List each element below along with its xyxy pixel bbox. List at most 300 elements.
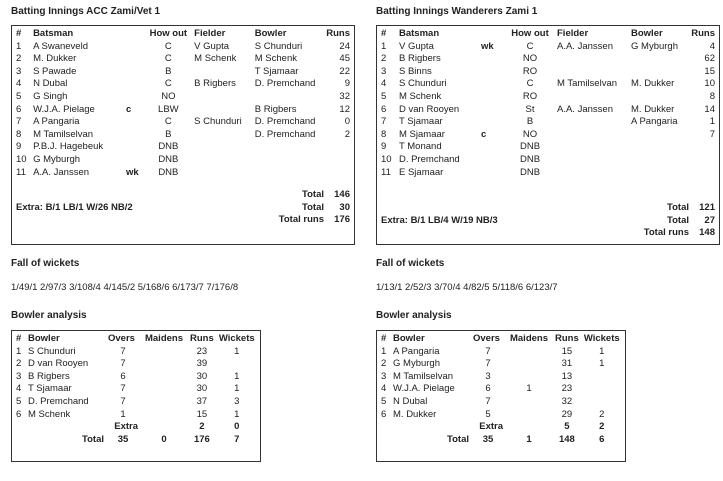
col-num-header: # bbox=[381, 28, 387, 39]
bowl-col-runs: Runs bbox=[190, 333, 214, 344]
bowler: A Pangaria bbox=[631, 116, 678, 128]
bowler bbox=[253, 91, 325, 104]
batsman-number: 11 bbox=[16, 166, 26, 178]
batsman-number: 6 bbox=[16, 103, 22, 115]
batsman-name: M Schenk bbox=[399, 90, 442, 102]
batsman-name: S Pawade bbox=[33, 65, 77, 77]
bowler-runs: 37 bbox=[196, 395, 208, 407]
batsman-role bbox=[124, 91, 145, 104]
how-out: RO bbox=[522, 65, 538, 77]
bowler-maidens bbox=[140, 396, 188, 409]
bowler-overs: 7 bbox=[485, 358, 491, 370]
batsman-role bbox=[479, 91, 505, 104]
bowler-maidens bbox=[505, 346, 553, 359]
total-value: 121 bbox=[699, 202, 715, 213]
batsman-name: E Sjamaar bbox=[399, 166, 444, 178]
total-runs-value: 176 bbox=[334, 214, 350, 226]
batsman-role: c bbox=[125, 103, 132, 115]
batsman-role bbox=[124, 129, 145, 142]
bowler-number: 5 bbox=[381, 395, 387, 407]
bowler-number: 6 bbox=[381, 408, 387, 420]
batsman-row bbox=[379, 78, 717, 91]
bowler-overs: 7 bbox=[120, 358, 126, 370]
batsman-row bbox=[379, 129, 717, 142]
fow-text: 1/13/1 2/52/3 3/70/4 4/82/5 5/118/6 6/123/7 bbox=[376, 282, 558, 293]
col-batsman-header: Batsman bbox=[399, 28, 440, 39]
runs: 22 bbox=[339, 65, 350, 77]
bowler-name: D van Rooyen bbox=[28, 358, 89, 370]
bowler-name: N Dubal bbox=[393, 395, 428, 407]
bowl-col-overs: Overs bbox=[108, 333, 135, 344]
fielder bbox=[192, 91, 253, 104]
extras-row bbox=[16, 202, 350, 215]
batsman-number: 9 bbox=[16, 141, 22, 153]
bowler bbox=[253, 154, 325, 167]
bowler: D. Premchand bbox=[254, 116, 316, 128]
bowler-analysis-title: Bowler analysis bbox=[376, 310, 452, 321]
how-out: DNB bbox=[158, 166, 179, 178]
batsman-name: A Swaneveld bbox=[33, 40, 88, 52]
bowler-number: 5 bbox=[16, 395, 22, 407]
fielder bbox=[555, 154, 629, 167]
batting-scorecard bbox=[376, 25, 720, 245]
fielder: M Schenk bbox=[194, 53, 237, 65]
batting-footer bbox=[16, 189, 350, 227]
fielder bbox=[555, 53, 629, 66]
batsman-name: B Rigbers bbox=[399, 53, 441, 65]
total-runs-row bbox=[16, 214, 350, 227]
fielder bbox=[192, 141, 253, 154]
bowl-total-maidens: 1 bbox=[526, 433, 532, 445]
total-runs-row bbox=[381, 227, 715, 240]
bowler-name: W.J.A. Pielage bbox=[393, 383, 455, 395]
runs: 32 bbox=[339, 90, 350, 102]
batsman-row bbox=[379, 141, 717, 154]
how-out: C bbox=[164, 116, 172, 128]
col-bowler-header: Bowler bbox=[254, 28, 287, 39]
col-fielder-header: Fielder bbox=[194, 28, 226, 39]
fielder bbox=[192, 167, 253, 180]
bowler-row bbox=[14, 358, 258, 371]
bowler-overs: 1 bbox=[120, 408, 126, 420]
bowler-runs: 23 bbox=[196, 345, 208, 357]
batsman-number: 5 bbox=[16, 90, 22, 102]
batsman-name: V Gupta bbox=[399, 40, 434, 52]
batsman-name: G Singh bbox=[33, 90, 68, 102]
bowler-wickets: 3 bbox=[234, 395, 240, 407]
bowler-table bbox=[379, 333, 623, 446]
bowl-extra-row bbox=[379, 421, 623, 434]
bowler-wickets bbox=[581, 383, 623, 396]
how-out: C bbox=[526, 40, 534, 52]
fielder: V Gupta bbox=[194, 40, 230, 52]
batting-table bbox=[379, 28, 717, 179]
batting-table bbox=[14, 28, 352, 179]
bowler bbox=[629, 66, 689, 79]
bowler-name: S Chunduri bbox=[28, 345, 76, 357]
how-out: B bbox=[526, 116, 534, 128]
bowler-runs: 39 bbox=[196, 358, 208, 370]
bowler bbox=[629, 129, 689, 142]
bowler-runs: 31 bbox=[561, 358, 573, 370]
total-label: Total bbox=[302, 189, 324, 200]
how-out: C bbox=[164, 40, 172, 52]
bowler-number: 6 bbox=[16, 408, 22, 420]
how-out: B bbox=[165, 128, 172, 140]
how-out: NO bbox=[161, 90, 176, 102]
how-out: DNB bbox=[158, 141, 179, 153]
innings-title: Batting Innings ACC Zami/Vet 1 bbox=[11, 6, 161, 17]
fielder bbox=[192, 66, 253, 79]
batsman-role bbox=[124, 154, 145, 167]
bowler-table bbox=[14, 333, 258, 446]
runs: 10 bbox=[704, 78, 715, 90]
batsman-number: 11 bbox=[381, 166, 391, 178]
extras-total-value: 27 bbox=[704, 214, 715, 226]
bowler-wickets bbox=[581, 371, 623, 384]
bowler-header-row bbox=[14, 333, 258, 346]
how-out: St bbox=[525, 103, 535, 115]
bowl-extra-label: Extra bbox=[479, 421, 503, 433]
col-batsman-header: Batsman bbox=[33, 28, 74, 39]
batsman-role bbox=[479, 141, 505, 154]
bowler-analysis-box bbox=[11, 330, 261, 462]
bowler: S Chunduri bbox=[254, 40, 303, 52]
extras-breakdown: Extra: B/1 LB/4 W/19 NB/3 bbox=[381, 214, 498, 226]
bowl-extra-wickets: 0 bbox=[234, 421, 240, 433]
col-num-header: # bbox=[16, 28, 22, 39]
bowl-col-maidens: Maidens bbox=[509, 333, 548, 344]
fielder bbox=[192, 154, 253, 167]
fielder: A.A. Janssen bbox=[557, 40, 613, 52]
bowl-extra-wickets: 2 bbox=[599, 421, 605, 433]
batsman-number: 1 bbox=[381, 40, 387, 52]
batsman-row bbox=[379, 116, 717, 129]
batsman-role: wk bbox=[481, 40, 494, 52]
batsman-name: D. Premchand bbox=[399, 153, 460, 165]
runs bbox=[324, 154, 352, 167]
batsman-role bbox=[124, 78, 145, 91]
batsman-name: N Dubal bbox=[33, 78, 68, 90]
fielder bbox=[555, 116, 629, 129]
bowl-total-wickets: 6 bbox=[599, 433, 605, 445]
bowl-col-num: # bbox=[381, 333, 387, 344]
runs: 62 bbox=[704, 53, 715, 65]
bowler: M. Dukker bbox=[631, 78, 675, 90]
how-out: NO bbox=[522, 53, 538, 65]
bowler-wickets: 1 bbox=[234, 408, 240, 420]
runs bbox=[689, 154, 717, 167]
batsman-row bbox=[379, 41, 717, 54]
runs: 0 bbox=[344, 116, 350, 128]
runs: 24 bbox=[339, 40, 350, 52]
bowler-runs: 15 bbox=[196, 408, 208, 420]
bowler-row bbox=[379, 371, 623, 384]
bowler-overs: 7 bbox=[485, 395, 491, 407]
bowler-name: M Schenk bbox=[28, 408, 71, 420]
runs: 4 bbox=[709, 40, 715, 52]
batsman-row bbox=[14, 167, 352, 180]
fow-title: Fall of wickets bbox=[376, 258, 445, 269]
bowler-analysis-title: Bowler analysis bbox=[11, 310, 87, 321]
bowl-total-runs: 148 bbox=[558, 433, 575, 445]
runs: 1 bbox=[709, 116, 715, 128]
batsman-name: A Pangaria bbox=[33, 116, 80, 128]
how-out: DNB bbox=[519, 166, 541, 178]
col-role-header bbox=[479, 28, 505, 41]
bowler: G Myburgh bbox=[631, 40, 678, 52]
bowler-analysis-box bbox=[376, 330, 626, 462]
bowler: M. Dukker bbox=[631, 103, 675, 115]
bowler-name: M. Dukker bbox=[393, 408, 437, 420]
batsman-row bbox=[14, 154, 352, 167]
batsman-role bbox=[124, 66, 145, 79]
runs: 7 bbox=[709, 128, 715, 140]
bowler-maidens bbox=[140, 383, 188, 396]
bowler-name: G Myburgh bbox=[393, 358, 440, 370]
batsman-role bbox=[124, 141, 145, 154]
bowler-overs: 6 bbox=[485, 383, 491, 395]
bowler-maidens bbox=[140, 371, 188, 384]
fielder: B Rigbers bbox=[194, 78, 236, 90]
fow-text: 1/49/1 2/97/3 3/108/4 4/145/2 5/168/6 6/173/7 7/176/8 bbox=[11, 282, 239, 293]
batsman-number: 9 bbox=[381, 141, 387, 153]
bowler-wickets: 1 bbox=[599, 358, 605, 370]
extras-total-label: Total bbox=[302, 201, 324, 213]
bowler-maidens bbox=[140, 346, 188, 359]
batsman-name: A.A. Janssen bbox=[33, 166, 90, 178]
batsman-role bbox=[124, 116, 145, 129]
bowl-total-label: Total bbox=[447, 433, 469, 445]
bowler-rows bbox=[379, 346, 623, 422]
bowl-total-label: Total bbox=[82, 433, 104, 445]
bowler-number: 1 bbox=[16, 345, 22, 357]
batsman-role bbox=[479, 104, 505, 117]
col-howout-header: How out bbox=[511, 28, 549, 39]
bowl-col-runs: Runs bbox=[555, 333, 579, 344]
batsman-row bbox=[379, 104, 717, 117]
bowl-col-wickets: Wickets bbox=[218, 333, 255, 344]
batsman-name: G Myburgh bbox=[33, 153, 81, 165]
bowler-overs: 3 bbox=[485, 370, 491, 382]
bowler: D. Premchand bbox=[254, 128, 316, 140]
bowl-col-num: # bbox=[16, 333, 22, 344]
bowler-maidens bbox=[505, 409, 553, 422]
col-fielder-header: Fielder bbox=[557, 28, 589, 39]
batting-footer bbox=[381, 202, 715, 240]
batsman-role bbox=[479, 116, 505, 129]
bowl-extra-label: Extra bbox=[114, 421, 138, 433]
fielder bbox=[555, 129, 629, 142]
batsman-name: M Sjamaar bbox=[399, 128, 445, 140]
extras-total-value: 30 bbox=[339, 201, 350, 213]
bowler-number: 4 bbox=[16, 383, 22, 395]
bowler-overs: 7 bbox=[120, 395, 126, 407]
bowler-wickets: 1 bbox=[234, 345, 240, 357]
runs: 45 bbox=[339, 53, 350, 65]
batsman-row bbox=[14, 78, 352, 91]
bowler-maidens bbox=[505, 396, 553, 409]
bowler-wickets: 1 bbox=[234, 383, 240, 395]
bowler-name: T Sjamaar bbox=[28, 383, 72, 395]
batsman-row bbox=[14, 41, 352, 54]
batsman-role bbox=[479, 53, 505, 66]
how-out: RO bbox=[522, 90, 538, 102]
batsman-number: 4 bbox=[16, 78, 22, 90]
batsman-row bbox=[379, 154, 717, 167]
bowler-wickets: 2 bbox=[599, 408, 605, 420]
bowler-maidens bbox=[140, 409, 188, 422]
bowler-row bbox=[14, 383, 258, 396]
fielder bbox=[555, 66, 629, 79]
bowler-maidens bbox=[505, 371, 553, 384]
fielder bbox=[192, 129, 253, 142]
bowler-number: 3 bbox=[381, 370, 387, 382]
col-runs-header: Runs bbox=[691, 28, 715, 39]
col-howout-header: How out bbox=[149, 28, 188, 39]
runs bbox=[324, 141, 352, 154]
how-out: NO bbox=[522, 128, 538, 140]
total-value: 146 bbox=[334, 189, 350, 200]
bowler-row bbox=[379, 396, 623, 409]
bowler bbox=[253, 141, 325, 154]
bowl-extra-runs: 2 bbox=[199, 421, 205, 433]
bowler-maidens bbox=[140, 358, 188, 371]
fielder: M Tamilselvan bbox=[557, 78, 618, 90]
runs bbox=[324, 167, 352, 180]
bowl-extra-runs: 5 bbox=[564, 421, 570, 433]
bowler-name: A Pangaria bbox=[393, 345, 440, 357]
batsman-name: D van Rooyen bbox=[399, 103, 460, 115]
bowler-row bbox=[379, 383, 623, 396]
batting-header-row bbox=[379, 28, 717, 41]
batsman-number: 3 bbox=[16, 65, 22, 77]
runs: 8 bbox=[709, 90, 715, 102]
total-runs-value: 148 bbox=[699, 227, 715, 239]
bowl-total-maidens: 0 bbox=[161, 433, 167, 445]
bowler-number: 1 bbox=[381, 345, 387, 357]
batsman-name: W.J.A. Pielage bbox=[33, 103, 95, 115]
bowl-col-bowler: Bowler bbox=[28, 333, 60, 344]
bowler-overs: 7 bbox=[485, 345, 491, 357]
batsman-number: 7 bbox=[381, 116, 387, 128]
batsman-name: M. Dukker bbox=[33, 53, 77, 65]
bowler: D. Premchand bbox=[254, 78, 316, 90]
bowl-total-runs: 176 bbox=[193, 433, 210, 445]
batsman-number: 2 bbox=[16, 53, 22, 65]
bowler-runs: 15 bbox=[561, 345, 573, 357]
bowler-wickets: 1 bbox=[599, 345, 605, 357]
col-role-header bbox=[124, 28, 145, 41]
batsman-role bbox=[479, 66, 505, 79]
bowler-row bbox=[14, 346, 258, 359]
bowler-name: M Tamilselvan bbox=[393, 370, 454, 382]
batting-rows bbox=[14, 41, 352, 180]
extras-row bbox=[381, 215, 715, 228]
bowler-name: D. Premchand bbox=[28, 395, 89, 407]
batsman-role bbox=[479, 167, 505, 180]
batsman-number: 4 bbox=[381, 78, 387, 90]
runs: 2 bbox=[344, 128, 350, 140]
bowler-row bbox=[379, 346, 623, 359]
bowler-overs: 6 bbox=[120, 370, 126, 382]
batsman-row bbox=[379, 66, 717, 79]
bowler-number: 2 bbox=[16, 358, 22, 370]
how-out: C bbox=[164, 78, 172, 90]
total-row bbox=[381, 202, 715, 215]
runs bbox=[689, 167, 717, 180]
batting-header-row bbox=[14, 28, 352, 41]
bowler-runs: 29 bbox=[561, 408, 573, 420]
batsman-row bbox=[14, 66, 352, 79]
bowler-maidens bbox=[505, 358, 553, 371]
bowler-row bbox=[379, 409, 623, 422]
bowl-col-bowler: Bowler bbox=[393, 333, 425, 344]
bowler-row bbox=[14, 409, 258, 422]
how-out: DNB bbox=[158, 153, 179, 165]
bowl-total-overs: 35 bbox=[482, 433, 494, 445]
bowl-total-overs: 35 bbox=[117, 433, 129, 445]
bowler-wickets bbox=[216, 358, 258, 371]
bowler-runs: 30 bbox=[196, 370, 208, 382]
bowler: T Sjamaar bbox=[254, 65, 299, 77]
runs: 15 bbox=[704, 65, 715, 77]
batsman-role: wk bbox=[125, 166, 139, 178]
total-row bbox=[16, 189, 350, 202]
col-runs-header: Runs bbox=[326, 28, 350, 39]
batsman-row bbox=[379, 167, 717, 180]
batsman-role bbox=[124, 53, 145, 66]
runs: 14 bbox=[704, 103, 715, 115]
bowler-row bbox=[379, 358, 623, 371]
innings-title: Batting Innings Wanderers Zami 1 bbox=[376, 6, 538, 17]
batsman-number: 10 bbox=[381, 153, 392, 165]
bowl-total-row bbox=[379, 434, 623, 447]
batsman-row bbox=[14, 104, 352, 117]
bowl-total-row bbox=[14, 434, 258, 447]
batsman-role: c bbox=[481, 128, 487, 140]
bowler: B Rigbers bbox=[254, 103, 297, 115]
total-label: Total bbox=[667, 202, 689, 213]
bowler-number: 4 bbox=[381, 383, 387, 395]
total-runs-label: Total runs bbox=[278, 214, 324, 226]
bowler-name: B Rigbers bbox=[28, 370, 70, 382]
bowl-col-overs: Overs bbox=[473, 333, 500, 344]
fielder: S Chunduri bbox=[194, 116, 242, 128]
bowler bbox=[629, 91, 689, 104]
bowler bbox=[629, 154, 689, 167]
batsman-name: S Chunduri bbox=[399, 78, 447, 90]
how-out: C bbox=[526, 78, 534, 90]
batsman-number: 1 bbox=[16, 40, 22, 52]
batsman-name: P.B.J. Hagebeuk bbox=[33, 141, 104, 153]
batsman-name: T Sjamaar bbox=[399, 116, 443, 128]
batsman-row bbox=[14, 116, 352, 129]
bowler-wickets bbox=[581, 396, 623, 409]
fielder bbox=[192, 104, 253, 117]
fielder bbox=[555, 141, 629, 154]
batsman-number: 2 bbox=[381, 53, 387, 65]
runs bbox=[689, 141, 717, 154]
bowler bbox=[629, 167, 689, 180]
how-out: C bbox=[164, 53, 172, 65]
batsman-row bbox=[14, 129, 352, 142]
bowler: M Schenk bbox=[254, 53, 297, 65]
bowler-runs: 32 bbox=[561, 395, 573, 407]
batsman-role bbox=[479, 78, 505, 91]
bowler-overs: 5 bbox=[485, 408, 491, 420]
batsman-name: M Tamilselvan bbox=[33, 128, 94, 140]
